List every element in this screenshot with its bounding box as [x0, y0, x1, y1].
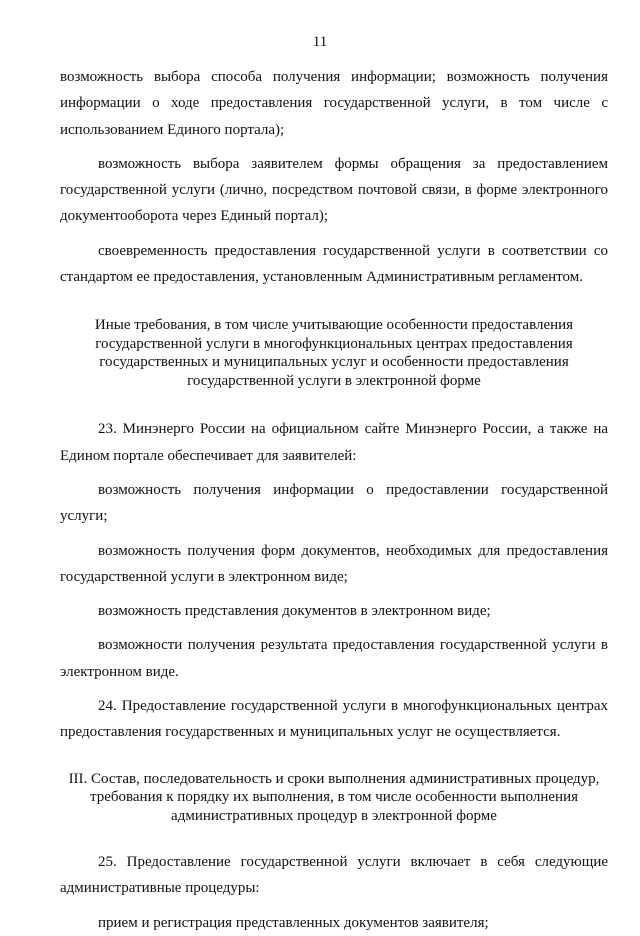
paragraph: возможность выбора способа получения информации; возможность получения информации о ходе предоставления государственной услуги, в том числе с использованием Единого портала); — [60, 69, 608, 138]
document-body — [60, 64, 608, 936]
paragraph: возможность выбора заявителем формы обращения за предоставлением государственной услуги (лично, посредством почтовой связи, в форме электронного документооборота через Единый портал); — [60, 155, 608, 225]
paragraph: 23. Минэнерго России на официальном сайте Минэнерго России, а также на Едином портале обеспечивает для заявителей: — [60, 421, 608, 464]
section-heading: III. Состав, последовательность и сроки выполнения административных процедур, требования к порядку их выполнения, в том числе особенности выполнения административных процедур в электронной форме — [68, 770, 600, 824]
paragraph: возможность представления документов в электронном виде; — [98, 603, 491, 620]
paragraph: прием и регистрация представленных документов заявителя; — [98, 914, 489, 931]
section-heading: Иные требования, в том числе учитывающие особенности предоставления государственной услуги в многофункциональных центрах предоставления государственных и муниципальных услуг и особенности предоставления государственной услуги в электронной форме — [94, 317, 574, 389]
paragraph: возможность получения форм документов, необходимых для предоставления государственной услуги в электронном виде; — [60, 542, 608, 585]
paragraph: 24. Предоставление государственной услуги в многофункциональных центрах предоставления государственных и муниципальных услуг не осуществляется. — [60, 698, 608, 741]
paragraph: своевременность предоставления государственной услуги в соответствии со стандартом ее предоставления, установленным Административным регламентом. — [60, 242, 608, 286]
paragraph: возможность получения информации о предоставлении государственной услуги; — [60, 481, 608, 525]
paragraph: возможности получения результата предоставления государственной услуги в электронном виде. — [60, 637, 608, 680]
paragraph: 25. Предоставление государственной услуги включает в себя следующие административные процедуры: — [60, 854, 608, 897]
page-number: 11 — [312, 34, 328, 50]
